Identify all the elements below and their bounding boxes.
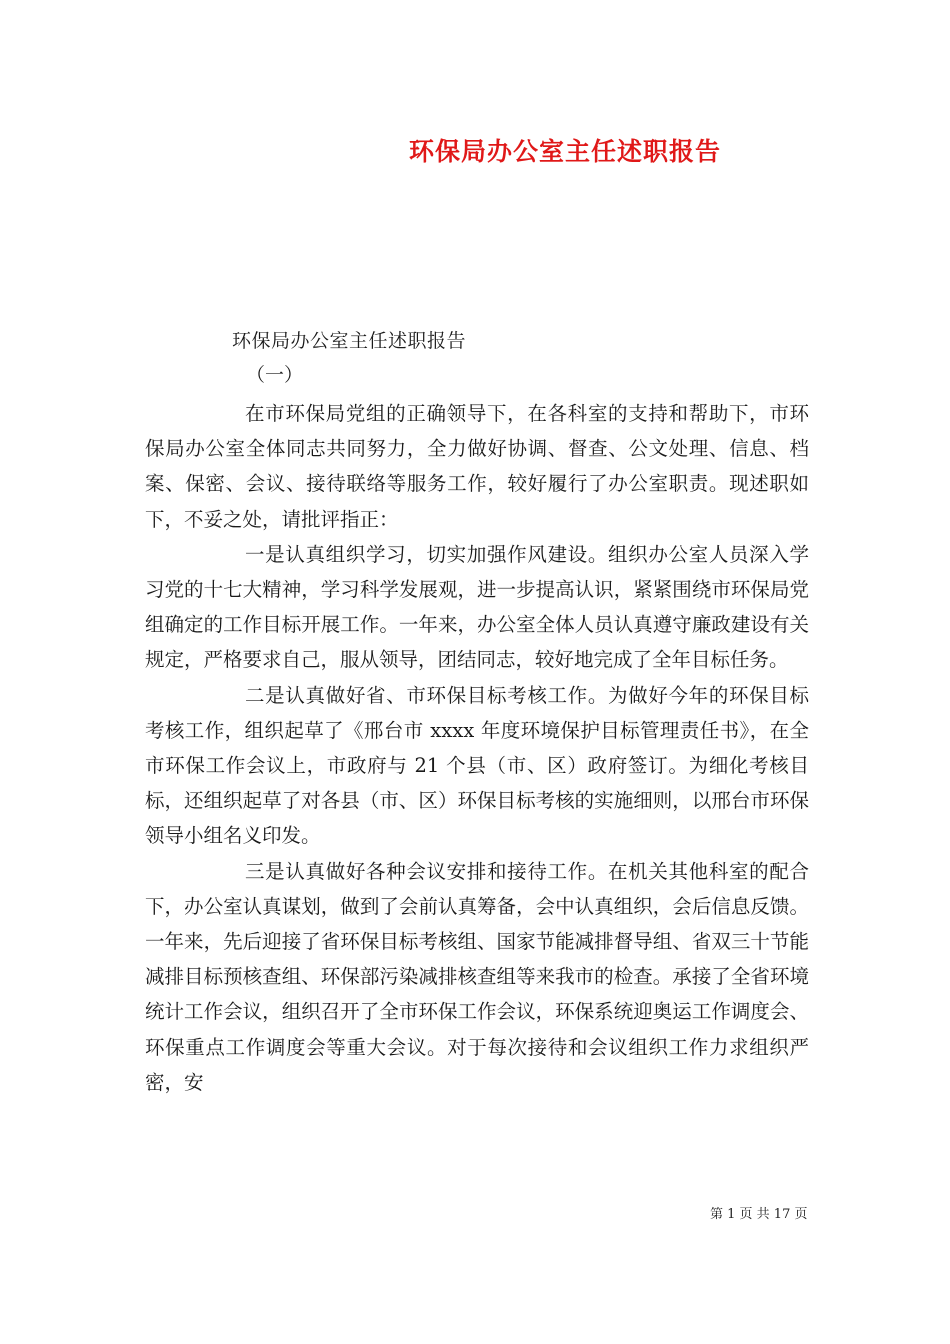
page-number-footer: 第 1 页 共 17 页 <box>710 1207 808 1222</box>
paragraph: 一是认真组织学习，切实加强作风建设。组织办公室人员深入学习党的十七大精神，学习科学发展观，进一步提高认识，紧紧围绕市环保局党组确定的工作目标开展工作。一年来，办公室全体人员认真遵守廉政建设有关规定，严格要求自己，服从领导，团结同志，较好地完成了全年目标任务。 <box>145 542 809 672</box>
document-body <box>145 396 809 1100</box>
paragraph: 三是认真做好各种会议安排和接待工作。在机关其他科室的配合下，办公室认真谋划，做到了会前认真筹备，会中认真组织，会后信息反馈。一年来，先后迎接了省环保目标考核组、国家节能减排督导组、省双三十节能减排目标预核查组、环保部污染减排核查组等来我市的检查。承接了全省环境统计工作会议，组织召开了全市环保工作会议，环保系统迎奥运工作调度会、环保重点工作调度会等重大会议。对于每次接待和会议组织工作力求组织严密，安 <box>145 859 809 1094</box>
document-subtitle: 环保局办公室主任述职报告 <box>232 330 467 352</box>
paragraph: 在市环保局党组的正确领导下，在各科室的支持和帮助下，市环保局办公室全体同志共同努力，全力做好协调、督查、公文处理、信息、档案、保密、会议、接待联络等服务工作，较好履行了办公室职责。现述职如下，不妥之处，请批评指正： <box>145 402 809 531</box>
section-marker: （一） <box>246 364 304 386</box>
paragraph: 二是认真做好省、市环保目标考核工作。为做好今年的环保目标考核工作，组织起草了《邢台市 xxxx 年度环境保护目标管理责任书》，在全市环保工作会议上，市政府与 21 个县（市、区）政府签订。为细化考核目标，还组织起草了对各县（市、区）环保目标考核的实施细则，以邢台市环保领导小组名义印发。 <box>145 683 809 848</box>
page-title: 环保局办公室主任述职报告 <box>408 137 721 166</box>
